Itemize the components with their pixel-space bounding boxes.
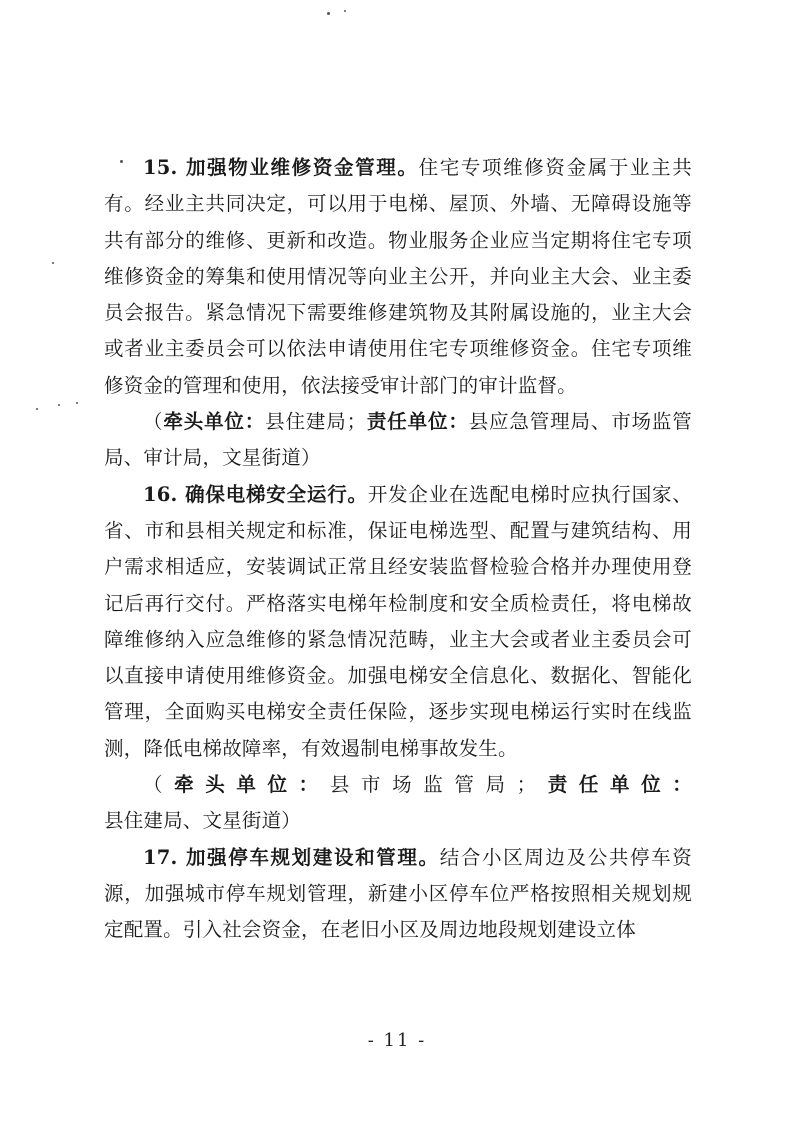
paren-open: （ <box>143 773 175 797</box>
responsible-unit-label: 责任单位： <box>536 773 692 797</box>
scan-speck <box>36 408 38 410</box>
page-number: - 11 - <box>367 1030 427 1051</box>
section-15-paragraph <box>104 150 692 404</box>
scan-speck <box>76 402 78 404</box>
lead-unit-value: 县住建局； <box>265 410 367 434</box>
section-16-responsibility <box>104 767 692 840</box>
scan-speck <box>52 262 54 264</box>
section-15-body: 住宅专项维修资金属于业主共有。经业主共同决定，可以用于电梯、屋顶、外墙、无障碍设施等共有部分的维修、更新和改造。物业服务企业应当定期将住宅专项维修资金的筹集和使用情况等向业主公开，并向业主大会、业主委员会报告。紧急情况下需要维修建筑物及其附属设施的，业主大会或者业主委员会可以依法申请使用住宅专项维修资金。住宅专项维修资金的管理和使用，依法接受审计部门的审计监督。 <box>104 156 692 397</box>
section-17-paragraph <box>104 840 692 949</box>
section-15-heading: 15. 加强物业维修资金管理。 <box>143 156 419 179</box>
section-17-body: 结合小区周边及公共停车资源，加强城市停车规划管理，新建小区停车位严格按照相关规划规定配置。引入社会资金，在老旧小区及周边地段规划建设立体 <box>104 845 692 942</box>
section-15-responsibility <box>104 404 692 477</box>
section-16-body: 开发企业在选配电梯时应执行国家、省、市和县相关规定和标准，保证电梯选型、配置与建筑结构、用户需求相适应，安装调试正常且经安装监督检验合格并办理使用登记后再行交付。严格落实电梯年检制度和安全质检责任，将电梯故障维修纳入应急维修的紧急情况范畴，业主大会或者业主委员会可以直接申请使用维修资金。加强电梯安全信息化、数据化、智能化管理，全面购买电梯安全责任保险，逐步实现电梯运行实时在线监测，降低电梯故障率，有效遏制电梯事故发生。 <box>104 482 692 760</box>
document-body <box>104 150 692 949</box>
scan-speck <box>344 10 346 12</box>
lead-unit-value: 县市场监管局； <box>329 773 537 797</box>
section-16-paragraph <box>104 477 692 767</box>
responsible-unit-label: 责任单位： <box>366 410 469 434</box>
scan-speck <box>58 404 60 406</box>
section-17-heading: 17. 加强停车规划建设和管理。 <box>143 845 440 869</box>
lead-unit-label: 牵头单位： <box>163 410 266 434</box>
paren-open: （ <box>143 410 164 434</box>
scan-speck <box>327 12 330 15</box>
section-16-heading: 16. 确保电梯安全运行。 <box>143 482 368 506</box>
responsible-unit-value: 县住建局、文星街道） <box>104 809 302 833</box>
responsible-unit-value: 县应急管理局、市场监管局、审计局，文星街道） <box>104 410 692 470</box>
lead-unit-label: 牵头单位： <box>174 773 330 797</box>
